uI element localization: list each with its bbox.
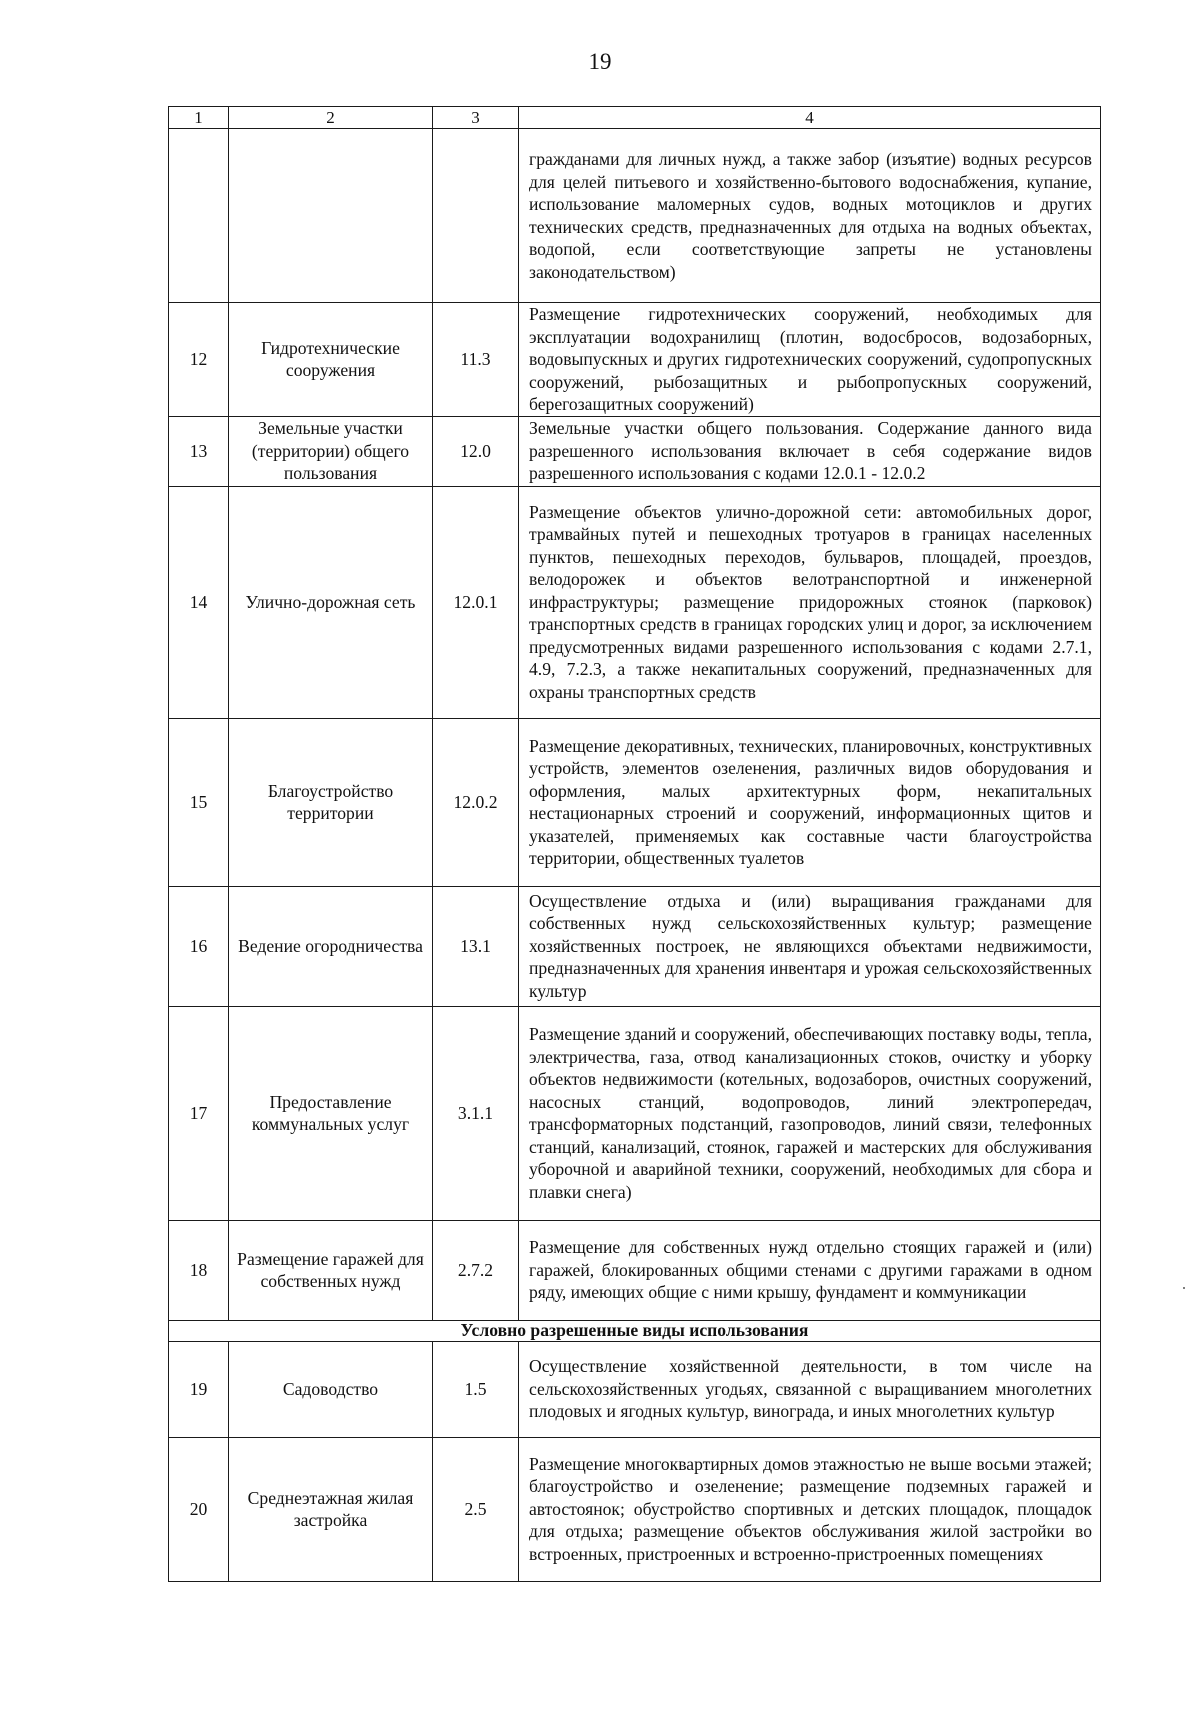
use-description: Размещение декоративных, технических, планировочных, конструктивных устройств, элементов озеленения, различных видов оборудования и оформления, малых архитектурных форм, некапитальных нестационарных строений и сооружений, информационных щитов и указателей, применяемых как составные части благоустройства территории, общественных туалетов [519,718,1101,886]
use-name: Предоставление коммунальных услуг [229,1006,433,1220]
table-row [169,1220,1101,1320]
use-description: Размещение зданий и сооружений, обеспечивающих поставку воды, тепла, электричества, газа, отвод канализационных стоков, очистку и уборку объектов недвижимости (котельных, водозаборов, очистных сооружений, насосных станций, водопроводов, линий электропередач, трансформаторных подстанций, газопроводов, линий связи, телефонных станций, канализаций, стоянок, гаражей и мастерских для обслуживания уборочной и аварийной техники, сооружений, необходимых для сбора и плавки снега) [519,1006,1101,1220]
table-row [169,718,1101,886]
use-description: Размещение для собственных нужд отдельно стоящих гаражей и (или) гаражей, блокированных общими стенами с другими гаражами в одном ряду, имеющих общие с ними крышу, фундамент и коммуникации [519,1220,1101,1320]
scan-speck [1183,1287,1185,1289]
use-name: Благоустройство территории [229,718,433,886]
section-header-row [169,1320,1101,1341]
use-description: Размещение гидротехнических сооружений, необходимых для эксплуатации водохранилищ (плотин, водосбросов, водозаборных, водовыпускных и других гидротехнических сооружений, судопропускных сооружений, рыбозащитных и рыбопропускных сооружений, берегозащитных сооружений) [519,303,1101,417]
header-col-3: 3 [433,107,519,129]
land-use-table [168,106,1101,1582]
page-number: 19 [588,49,612,74]
use-name: Гидротехнические сооружения [229,303,433,417]
use-description: Размещение объектов улично-дорожной сети: автомобильных дорог, трамвайных путей и пешеходных тротуаров в границах населенных пунктов, пешеходных переходов, бульваров, площадей, проездов, велодорожек и объектов велотранспортной и инженерной инфраструктуры; размещение придорожных стоянок (парковок) транспортных средств в границах городских улиц и дорог, за исключением предусмотренных видами разрешенного использования с кодами 2.7.1, 4.9, 7.2.3, а также некапитальных сооружений, предназначенных для охраны транспортных средств [519,486,1101,718]
use-code: 12.0.2 [433,718,519,886]
use-code: 13.1 [433,886,519,1006]
use-name: Земельные участки (территории) общего пользования [229,416,433,486]
table-row [169,486,1101,718]
row-number: 15 [169,718,229,886]
table-row [169,416,1101,486]
use-code: 12.0.1 [433,486,519,718]
table-row [169,303,1101,417]
table-row [169,1006,1101,1220]
row-number: 14 [169,486,229,718]
table-row [169,886,1101,1006]
use-description: Земельные участки общего пользования. Содержание данного вида разрешенного использования включает в себя содержание видов разрешенного использования с кодами 12.0.1 - 12.0.2 [519,416,1101,486]
use-name: Садоводство [229,1341,433,1437]
use-code: 2.7.2 [433,1220,519,1320]
use-code: 11.3 [433,303,519,417]
use-code: 12.0 [433,416,519,486]
table-header-row [169,107,1101,129]
row-number: 19 [169,1341,229,1437]
header-col-4: 4 [519,107,1101,129]
header-col-2: 2 [229,107,433,129]
use-name: Улично-дорожная сеть [229,486,433,718]
row-number: 17 [169,1006,229,1220]
row-number: 18 [169,1220,229,1320]
use-name [229,129,433,303]
row-number: 16 [169,886,229,1006]
row-number: 12 [169,303,229,417]
use-description: Размещение многоквартирных домов этажностью не выше восьми этажей; благоустройство и озеленение; размещение подземных гаражей и автостоянок; обустройство спортивных и детских площадок, площадок для отдыха; размещение объектов обслуживания жилой застройки во встроенных, пристроенных и встроенно-пристроенных помещениях [519,1437,1101,1581]
use-description: Осуществление отдыха и (или) выращивания гражданами для собственных нужд сельскохозяйственных культур; размещение хозяйственных построек, не являющихся объектами недвижимости, предназначенных для хранения инвентаря и урожая сельскохозяйственных культур [519,886,1101,1006]
use-code [433,129,519,303]
section-title: Условно разрешенные виды использования [169,1320,1101,1341]
row-number: 20 [169,1437,229,1581]
use-name: Размещение гаражей для собственных нужд [229,1220,433,1320]
table-row [169,1437,1101,1581]
row-number [169,129,229,303]
use-code: 1.5 [433,1341,519,1437]
use-description: гражданами для личных нужд, а также забор (изъятие) водных ресурсов для целей питьевого и хозяйственно-бытового водоснабжения, купание, использование маломерных судов, водных мотоциклов и других технических средств, предназначенных для отдыха на водных объектах, водопой, если соответствующие запреты не установлены законодательством) [519,129,1101,303]
use-code: 3.1.1 [433,1006,519,1220]
use-code: 2.5 [433,1437,519,1581]
use-description: Осуществление хозяйственной деятельности, в том числе на сельскохозяйственных угодьях, связанной с выращиванием многолетних плодовых и ягодных культур, винограда, и иных многолетних культур [519,1341,1101,1437]
row-number: 13 [169,416,229,486]
table-row [169,1341,1101,1437]
use-name: Среднеэтажная жилая застройка [229,1437,433,1581]
header-col-1: 1 [169,107,229,129]
use-name: Ведение огородничества [229,886,433,1006]
table-row [169,129,1101,303]
